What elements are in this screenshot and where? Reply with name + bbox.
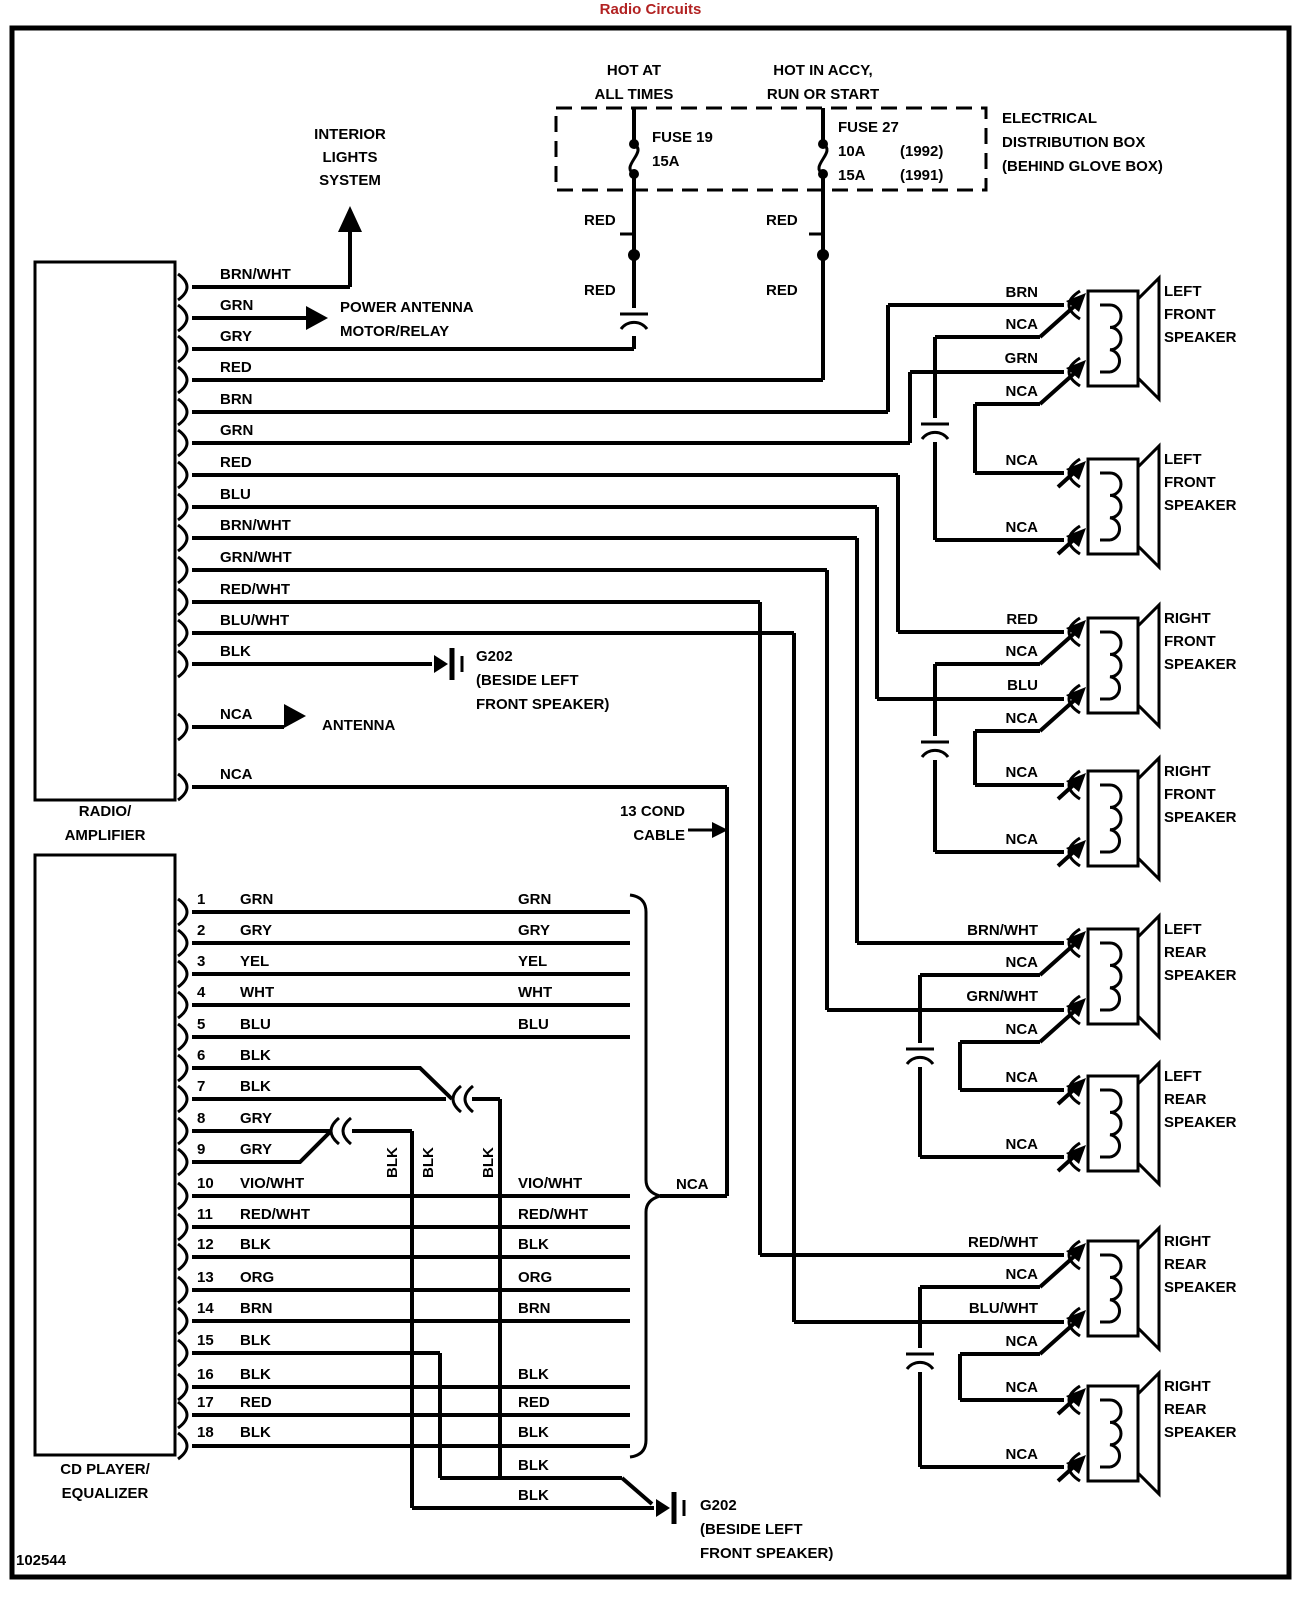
radio-pin-label: BLK xyxy=(220,643,251,660)
ground2-note: (BESIDE LEFT xyxy=(700,1521,803,1538)
speaker-feed-label: BRN xyxy=(1005,284,1038,301)
radio-pin-label: RED xyxy=(220,454,252,471)
cd-pin-color: WHT xyxy=(240,984,275,1001)
speaker-feed-label: RED xyxy=(1006,611,1038,628)
speaker-name: FRONT xyxy=(1164,474,1216,491)
radio-pin-label: BLU/WHT xyxy=(220,612,290,629)
radio-pin-label: BRN xyxy=(220,391,253,408)
radio-pin-label: BRN/WHT xyxy=(220,517,291,534)
interior-lights-label: SYSTEM xyxy=(319,172,381,189)
speaker-name: RIGHT xyxy=(1164,610,1211,627)
cd-pin-color: RED/WHT xyxy=(240,1206,310,1223)
speaker-feed-label: NCA xyxy=(1005,831,1038,848)
cd-pin-color: BLU xyxy=(240,1016,271,1033)
speaker-feed-label: GRN/WHT xyxy=(966,988,1038,1005)
dist-box-label: ELECTRICAL xyxy=(1002,110,1097,127)
speaker-name: LEFT xyxy=(1164,1068,1202,1085)
cd-pin-number: 8 xyxy=(197,1110,206,1127)
speaker-name: RIGHT xyxy=(1164,1378,1211,1395)
speaker-name: SPEAKER xyxy=(1164,809,1237,826)
cd-box-label: EQUALIZER xyxy=(61,1485,149,1502)
speaker-name: LEFT xyxy=(1164,283,1202,300)
cd-pin-number: 9 xyxy=(197,1141,206,1158)
fuse19-name: FUSE 19 xyxy=(652,129,713,146)
wire-label-red: RED xyxy=(584,212,616,229)
cd-pin-color-right: GRN xyxy=(518,891,552,908)
cd-pin-number: 15 xyxy=(197,1332,214,1349)
doc-number: 102544 xyxy=(16,1552,67,1569)
radio-box-label: RADIO/ xyxy=(78,803,132,820)
cd-pin-color: BLK xyxy=(240,1047,271,1064)
splice-blk-label: BLK xyxy=(420,1147,437,1178)
hot-at-label: ALL TIMES xyxy=(594,86,674,103)
speaker-name: REAR xyxy=(1164,944,1207,961)
cd-pin-color: GRY xyxy=(240,1141,272,1158)
cd-pin-number: 16 xyxy=(197,1366,214,1383)
cd-pin-color: BLK xyxy=(240,1366,271,1383)
hot-in-label: RUN OR START xyxy=(766,86,880,103)
cd-pin-color: GRY xyxy=(240,1110,272,1127)
speaker-name: REAR xyxy=(1164,1401,1207,1418)
splice-blk-label: BLK xyxy=(384,1147,401,1178)
junction-dot xyxy=(628,249,640,261)
cd-pin-number: 17 xyxy=(197,1394,214,1411)
speaker-name: SPEAKER xyxy=(1164,967,1237,984)
junction-dot xyxy=(817,249,829,261)
cd-pin-color: BRN xyxy=(240,1300,273,1317)
cd-wire-pin6 xyxy=(192,1068,452,1099)
speaker-feed-label: NCA xyxy=(1005,452,1038,469)
cd-pin-color-right: RED xyxy=(518,1394,550,1411)
fuse27-year1: (1992) xyxy=(900,143,944,160)
cable-label: CABLE xyxy=(633,827,685,844)
cd-pin-number: 2 xyxy=(197,922,206,939)
cd-pin-color-right: ORG xyxy=(518,1269,553,1286)
speaker-feed-label: NCA xyxy=(1005,643,1038,660)
cable-nca-label: NCA xyxy=(676,1176,709,1193)
cd-pin-color: YEL xyxy=(240,953,270,970)
cd-pin-color-right: BLK xyxy=(518,1236,549,1253)
cd-pin-arcs xyxy=(178,899,187,1459)
fuse27-year2: (1991) xyxy=(900,167,944,184)
fuse27-rating2: 15A xyxy=(838,167,866,184)
cd-splice-connectors xyxy=(331,1086,473,1144)
ground2-id: G202 xyxy=(700,1497,737,1514)
cd-pin-number: 18 xyxy=(197,1424,214,1441)
radio-pin-arcs xyxy=(178,274,187,800)
cd-pin-color-right: RED/WHT xyxy=(518,1206,588,1223)
cd-pin-color: ORG xyxy=(240,1269,275,1286)
speaker-feed-label: NCA xyxy=(1005,316,1038,333)
speaker-feed-label: NCA xyxy=(1005,764,1038,781)
cable-brace xyxy=(630,895,660,1457)
fuse27-rating1: 10A xyxy=(838,143,866,160)
speaker-feed-label: NCA xyxy=(1005,1266,1038,1283)
radio-pin-label: BRN/WHT xyxy=(220,266,291,283)
speaker-name: REAR xyxy=(1164,1256,1207,1273)
radio-pin-label: GRN xyxy=(220,422,254,439)
terminal-arrowheads xyxy=(1066,293,1086,1474)
hot-at-label: HOT AT xyxy=(606,62,662,79)
ground1-note: FRONT SPEAKER) xyxy=(476,696,610,713)
speaker-name: LEFT xyxy=(1164,921,1202,938)
speaker-feed-label: NCA xyxy=(1005,1069,1038,1086)
radio-pin-label: BLU xyxy=(220,486,251,503)
cd-pin-number: 3 xyxy=(197,953,206,970)
arrow-up-interior-lights xyxy=(338,206,362,232)
speaker-name: SPEAKER xyxy=(1164,1279,1237,1296)
speaker-name: FRONT xyxy=(1164,306,1216,323)
ground-symbol-g202-upper xyxy=(434,648,462,680)
cd-pin-color-right: BLK xyxy=(518,1424,549,1441)
speaker-feed-label: NCA xyxy=(1005,1446,1038,1463)
speaker-feed-label: NCA xyxy=(1005,954,1038,971)
ground1-note: (BESIDE LEFT xyxy=(476,672,579,689)
arrow-right-antenna xyxy=(284,704,306,728)
radio-pin-label: GRN/WHT xyxy=(220,549,292,566)
radio-pin-label: RED/WHT xyxy=(220,581,290,598)
cd-pin-color-right: WHT xyxy=(518,984,553,1001)
cd-pin-color-right: GRY xyxy=(518,922,550,939)
radio-pin-label: NCA xyxy=(220,706,253,723)
cd-pin-color: BLK xyxy=(240,1332,271,1349)
cd-pin-color: BLK xyxy=(240,1078,271,1095)
speaker-feed-label: NCA xyxy=(1005,1333,1038,1350)
cd-pin-color-right: BLK xyxy=(518,1366,549,1383)
cd-pin-color: GRN xyxy=(240,891,274,908)
cd-pin-number: 13 xyxy=(197,1269,214,1286)
page-title: Radio Circuits xyxy=(599,1,702,18)
blk-ground-lead-label: BLK xyxy=(518,1457,549,1474)
cd-box-label: CD PLAYER/ xyxy=(60,1461,150,1478)
cd-pin-color-right: BRN xyxy=(518,1300,551,1317)
speaker-feed-label: NCA xyxy=(1005,710,1038,727)
dist-box-label: (BEHIND GLOVE BOX) xyxy=(1002,158,1163,175)
speaker-name: RIGHT xyxy=(1164,763,1211,780)
radio-pin-label: RED xyxy=(220,359,252,376)
cd-pin-color-right: VIO/WHT xyxy=(518,1175,583,1192)
radio-pin-label: NCA xyxy=(220,766,253,783)
radio-pin-label: GRY xyxy=(220,328,252,345)
cd-pin-number: 4 xyxy=(197,984,206,1001)
speaker-feed-label: BRN/WHT xyxy=(967,922,1038,939)
terminal-diagonals xyxy=(1040,303,1080,1481)
speaker-name: SPEAKER xyxy=(1164,656,1237,673)
wire-bluwht-rr xyxy=(192,633,1064,1322)
interior-lights-label: LIGHTS xyxy=(322,149,378,166)
speaker-feed-label: NCA xyxy=(1005,383,1038,400)
radio-pin-label: GRN xyxy=(220,297,254,314)
speaker-feed-label: NCA xyxy=(1005,1136,1038,1153)
cd-pin-color: RED xyxy=(240,1394,272,1411)
cd-pin-number: 1 xyxy=(197,891,206,908)
dist-box-label: DISTRIBUTION BOX xyxy=(1002,134,1146,151)
speaker-name: SPEAKER xyxy=(1164,1114,1237,1131)
cd-player-box xyxy=(35,855,175,1455)
antenna-label: ANTENNA xyxy=(322,717,396,734)
cd-pin-color: BLK xyxy=(240,1236,271,1253)
speaker-feed-label: RED/WHT xyxy=(968,1234,1038,1251)
speaker-name: SPEAKER xyxy=(1164,329,1237,346)
fuse27-name: FUSE 27 xyxy=(838,119,899,136)
cd-pin-color: GRY xyxy=(240,922,272,939)
speaker-feed-label: BLU/WHT xyxy=(968,1300,1038,1317)
power-antenna-label: POWER ANTENNA xyxy=(340,299,474,316)
ground-symbol-g202-lower xyxy=(656,1492,684,1524)
power-antenna-label: MOTOR/RELAY xyxy=(340,323,450,340)
speaker-name: FRONT xyxy=(1164,633,1216,650)
radio-box-label: AMPLIFIER xyxy=(64,827,146,844)
speaker-feed-label: NCA xyxy=(1005,1379,1038,1396)
speaker-name: RIGHT xyxy=(1164,1233,1211,1250)
cd-pin-color: VIO/WHT xyxy=(240,1175,305,1192)
cd-pin-color-right: YEL xyxy=(518,953,548,970)
nca-bus-g1 xyxy=(935,337,1064,540)
hot-in-label: HOT IN ACCY, xyxy=(773,62,873,79)
speaker-feed-label: BLU xyxy=(1007,677,1038,694)
wire-label-red: RED xyxy=(584,282,616,299)
ground1-id: G202 xyxy=(476,648,513,665)
cd-pin-number: 14 xyxy=(197,1300,214,1317)
radio-amplifier-box xyxy=(35,262,175,800)
cable-label: 13 COND xyxy=(619,803,685,820)
interior-lights-label: INTERIOR xyxy=(314,126,386,143)
cd-pin-number: 6 xyxy=(197,1047,206,1064)
speaker-name: REAR xyxy=(1164,1091,1207,1108)
blk-ground-lead-label: BLK xyxy=(518,1487,549,1504)
speaker-name: SPEAKER xyxy=(1164,1424,1237,1441)
wire-label-red: RED xyxy=(766,282,798,299)
cd-pin-number: 10 xyxy=(197,1175,214,1192)
splice-blk-label: BLK xyxy=(480,1147,497,1178)
cd-pin-color: BLK xyxy=(240,1424,271,1441)
cd-pin-number: 12 xyxy=(197,1236,214,1253)
cd-pin-number: 11 xyxy=(197,1206,213,1223)
cd-pin-number: 5 xyxy=(197,1016,206,1033)
arrow-right-power-antenna xyxy=(306,306,328,330)
speaker-name: LEFT xyxy=(1164,451,1202,468)
wire-label-red: RED xyxy=(766,212,798,229)
cd-pin-color-right: BLU xyxy=(518,1016,549,1033)
speaker-feed-label: GRN xyxy=(1004,350,1038,367)
fuse19-rating: 15A xyxy=(652,153,680,170)
speaker-feed-label: NCA xyxy=(1005,1021,1038,1038)
speaker-feed-label: NCA xyxy=(1005,519,1038,536)
speaker-name: FRONT xyxy=(1164,786,1216,803)
speaker-name: SPEAKER xyxy=(1164,497,1237,514)
ground2-note: FRONT SPEAKER) xyxy=(700,1545,834,1562)
cd-pin-number: 7 xyxy=(197,1078,206,1095)
